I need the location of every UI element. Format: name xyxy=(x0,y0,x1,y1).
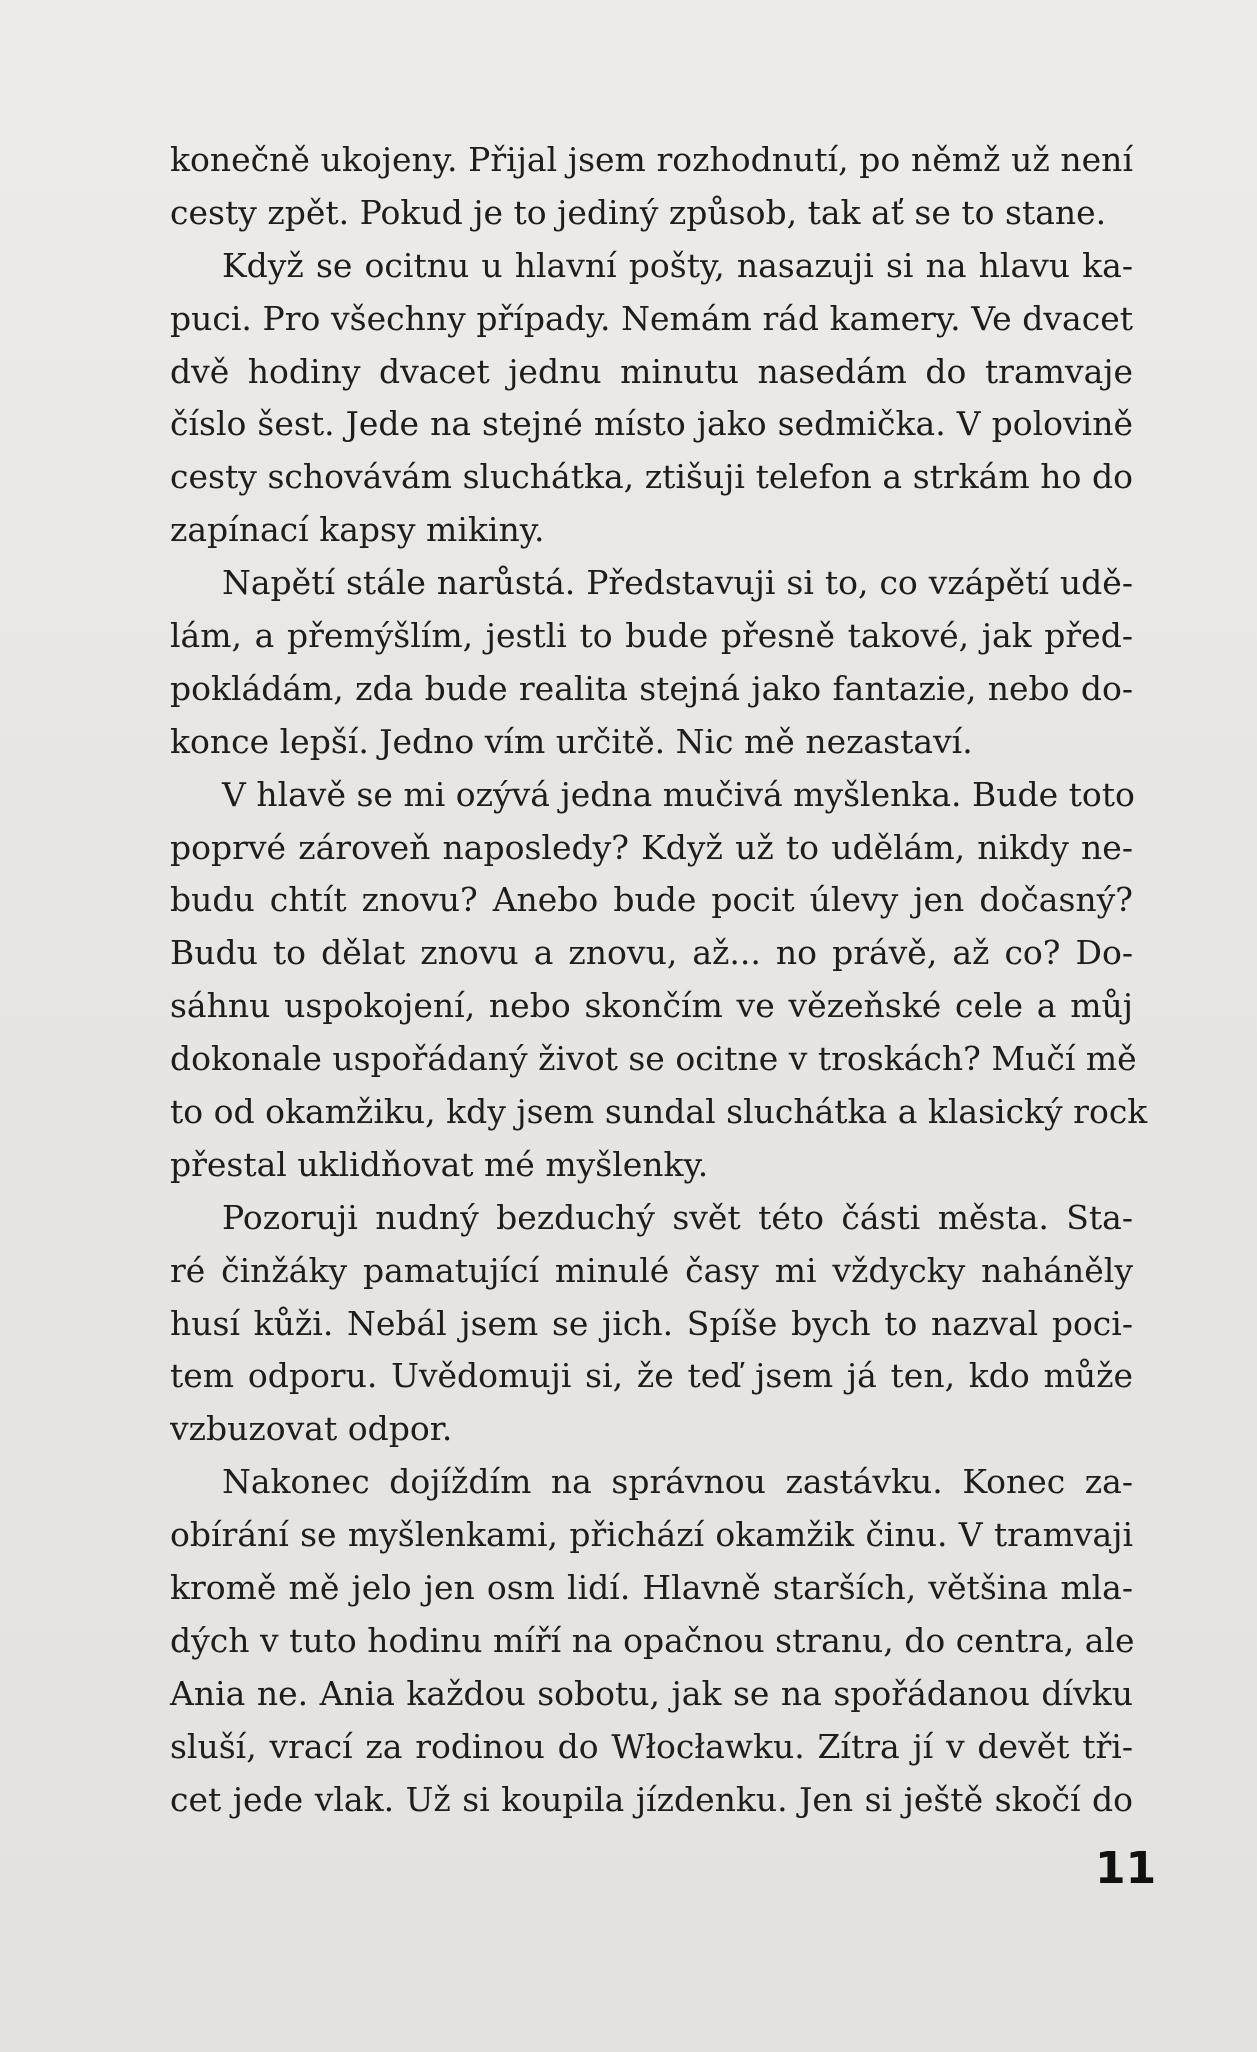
text-line: zapínací kapsy mikiny. xyxy=(170,510,545,550)
text-line: sluší, vrací za rodinou do Włocławku. Zítra jí v devět tři- xyxy=(170,1726,1133,1766)
text-line: budu chtít znovu? Anebo bude pocit úlevy jen dočasný? xyxy=(170,880,1133,920)
text-line: to od okamžiku, kdy jsem sundal sluchátka a klasický rock xyxy=(170,1092,1148,1132)
text-line: Nakonec dojíždím na správnou zastávku. Konec za- xyxy=(222,1462,1133,1502)
text-line: dých v tuto hodinu míří na opačnou stranu, do centra, ale xyxy=(170,1620,1135,1660)
text-line: konce lepší. Jedno vím určitě. Nic mě nezastaví. xyxy=(170,721,973,761)
text-line: Budu to dělat znovu a znovu, až... no právě, až co? Do- xyxy=(170,933,1133,973)
text-line: obírání se myšlenkami, přichází okamžik činu. V tramvaji xyxy=(170,1515,1133,1555)
text-line: ré činžáky pamatující minulé časy mi vždycky naháněly xyxy=(170,1250,1133,1290)
text-line: Když se ocitnu u hlavní pošty, nasazuji si na hlavu ka- xyxy=(222,245,1133,285)
page-number: 11 xyxy=(1095,1843,1157,1894)
text-line: pokládám, zda bude realita stejná jako fantazie, nebo do- xyxy=(170,668,1133,708)
text-line: cesty schovávám sluchátka, ztišuji telefon a strkám ho do xyxy=(170,457,1133,497)
text-line: poprvé zároveň naposledy? Když už to udělám, nikdy ne- xyxy=(170,827,1133,867)
text-line: přestal uklidňovat mé myšlenky. xyxy=(170,1144,709,1184)
text-line: Ania ne. Ania každou sobotu, jak se na spořádanou dívku xyxy=(170,1673,1133,1713)
text-line: dvě hodiny dvacet jednu minutu nasedám do tramvaje xyxy=(170,351,1133,391)
text-line: číslo šest. Jede na stejné místo jako sedmička. V polovině xyxy=(170,404,1133,444)
text-line: konečně ukojeny. Přijal jsem rozhodnutí, po němž už není xyxy=(170,140,1133,179)
text-line: Pozoruji nudný bezduchý svět této části města. Sta- xyxy=(222,1197,1133,1237)
text-line: kromě mě jelo jen osm lidí. Hlavně starších, většina mla- xyxy=(170,1568,1133,1608)
text-line: Napětí stále narůstá. Představuji si to, co vzápětí udě- xyxy=(222,563,1133,603)
text-line: tem odporu. Uvědomuji si, že teď jsem já ten, kdo může xyxy=(170,1356,1133,1396)
body-text xyxy=(170,134,1148,1827)
text-line: husí kůži. Nebál jsem se jich. Spíše bych to nazval poci- xyxy=(170,1303,1133,1343)
text-line: vzbuzovat odpor. xyxy=(170,1409,453,1449)
text-line: cet jede vlak. Už si koupila jízdenku. Jen si ještě skočí do xyxy=(170,1779,1133,1819)
text-line: lám, a přemýšlím, jestli to bude přesně takové, jak před- xyxy=(170,616,1133,656)
text-line: cesty zpět. Pokud je to jediný způsob, tak ať se to stane. xyxy=(170,192,1107,232)
text-line: puci. Pro všechny případy. Nemám rád kamery. Ve dvacet xyxy=(170,298,1133,338)
text-line: sáhnu uspokojení, nebo skončím ve vězeňské cele a můj xyxy=(170,986,1133,1026)
text-line: V hlavě se mi ozývá jedna mučivá myšlenka. Bude toto xyxy=(222,774,1135,814)
text-line: dokonale uspořádaný život se ocitne v troskách? Mučí mě xyxy=(170,1039,1137,1079)
